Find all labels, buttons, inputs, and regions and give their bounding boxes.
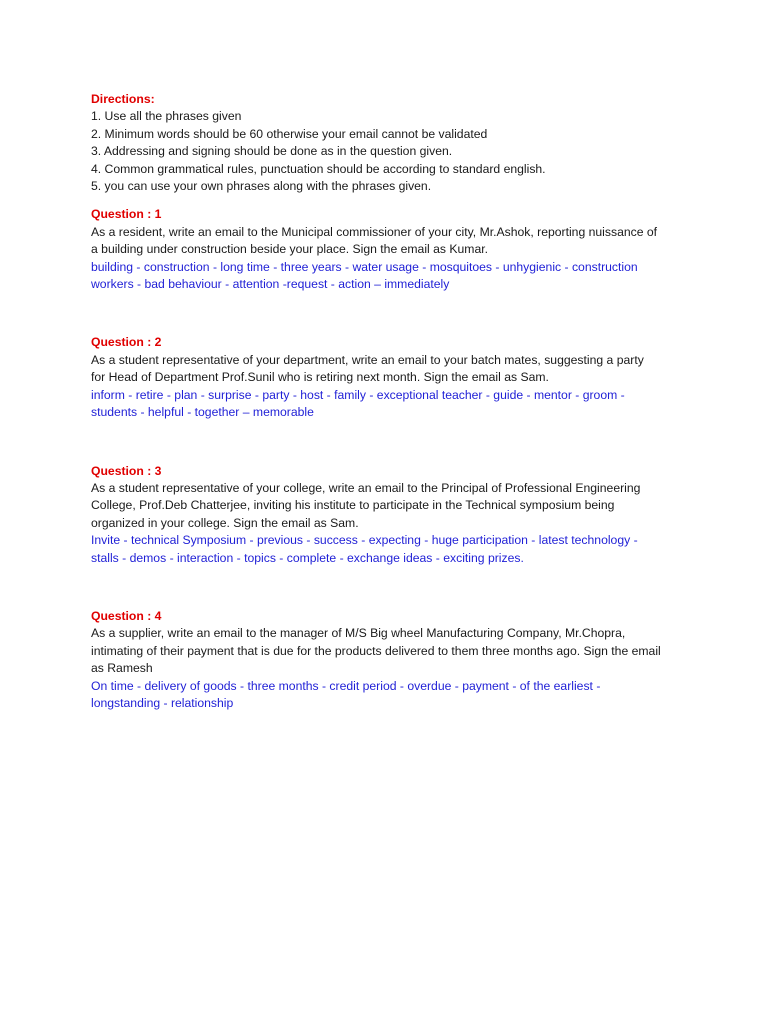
question-prompt-line: As a resident, write an email to the Municipal commissioner of your city, Mr.Ashok, reporting nuissance of [91, 224, 658, 239]
question-phrases-line: inform - retire - plan - surprise - party - host - family - exceptional teacher - guide - mentor - groom - [91, 387, 625, 402]
question-heading: Question : 1 [91, 207, 162, 222]
directions-section [91, 91, 708, 195]
question-heading: Question : 4 [91, 608, 162, 623]
direction-item: 1. Use all the phrases given [91, 109, 242, 124]
question-phrases-line: students - helpful - together – memorable [91, 405, 314, 420]
question-prompt-line: for Head of Department Prof.Sunil who is retiring next month. Sign the email as Sam. [91, 370, 549, 385]
question-heading: Question : 2 [91, 335, 162, 350]
question-prompt-line: As a supplier, write an email to the manager of M/S Big wheel Manufacturing Company, Mr.Chopra, [91, 626, 626, 641]
question-3-section [91, 463, 708, 567]
question-phrases-line: On time - delivery of goods - three months - credit period - overdue - payment - of the earliest - [91, 678, 601, 693]
question-phrases-line: stalls - demos - interaction - topics - complete - exchange ideas - exciting prizes. [91, 550, 524, 565]
question-phrases-line: Invite - technical Symposium - previous - success - expecting - huge participation - latest technology - [91, 533, 638, 548]
question-prompt-line: organized in your college. Sign the email as Sam. [91, 515, 359, 530]
directions-heading: Directions: [91, 92, 155, 106]
question-2-section [91, 334, 708, 421]
question-prompt-line: As a student representative of your department, write an email to your batch mates, suggesting a party [91, 352, 644, 367]
question-phrases-line: workers - bad behaviour - attention -request - action – immediately [91, 277, 450, 292]
question-1-section [91, 206, 708, 293]
question-phrases-line: longstanding - relationship [91, 695, 234, 710]
direction-item: 3. Addressing and signing should be done as in the question given. [91, 144, 453, 159]
direction-item: 4. Common grammatical rules, punctuation should be according to standard english. [91, 161, 546, 176]
question-prompt-line: As a student representative of your college, write an email to the Principal of Professional Engineering [91, 480, 641, 495]
direction-item: 2. Minimum words should be 60 otherwise your email cannot be validated [91, 126, 488, 141]
question-prompt-line: a building under construction beside your place. Sign the email as Kumar. [91, 242, 489, 257]
direction-item: 5. you can use your own phrases along with the phrases given. [91, 179, 432, 194]
question-prompt-line: College, Prof.Deb Chatterjee, inviting his institute to participate in the Technical symposium being [91, 498, 615, 513]
question-heading: Question : 3 [91, 463, 162, 478]
question-prompt-line: intimating of their payment that is due for the products delivered to them three months ago. Sign the email [91, 643, 661, 658]
question-prompt-line: as Ramesh [91, 661, 153, 676]
question-4-section [91, 608, 708, 712]
question-phrases-line: building - construction - long time - three years - water usage - mosquitoes - unhygienic - construction [91, 259, 638, 274]
